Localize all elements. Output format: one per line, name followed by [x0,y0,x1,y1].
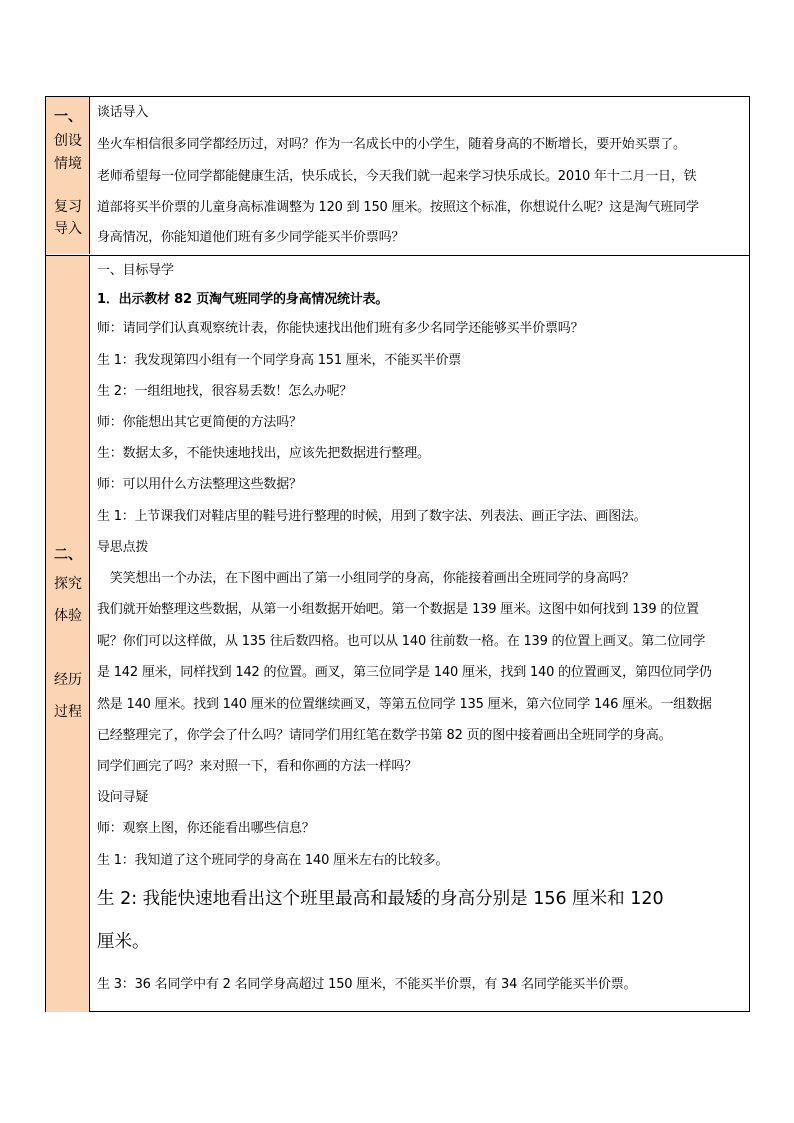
section-2-line: 然是 140 厘米。找到 140 厘米的位置继续画叉，等第五位同学 135 厘米，第六位同学 146 厘米。一组数据 [97,697,712,712]
section-2-line: 同学们画完了吗？来对照一下，看和你画的方法一样吗？ [97,759,418,774]
section-1-label-line: 创设 [54,133,82,149]
section-2-line: 呢？你们可以这样做，从 135 往后数四格。也可以从 140 往前数一格。在 139 的位置上画叉。第二位同学 [97,634,706,649]
section-2-line: 生 2：一组组地找，很容易丢数！怎么办呢？ [97,384,353,399]
section-2-label-line: 过程 [54,704,82,720]
section-2-line: 已经整理完了，你学会了什么吗？请同学们用红笔在数学书第 82 页的图中接着画出全班同学的身高。 [97,728,672,743]
section-1-label-line: 一、 [54,109,82,125]
section-2-row [46,255,749,1012]
section-2-line: 设问寻疑 [97,790,149,805]
section-1-label-line: 情境 [54,156,82,172]
section-2-line: 是 142 厘米，同样找到 142 的位置。画叉，第三位同学是 140 厘米，找到 140 的位置画叉，第四位同学仍 [97,665,712,680]
lesson-table [45,96,750,1012]
section-2-label-cell [46,256,90,1012]
section-2-label-line: 探究 [54,576,82,592]
section-1-line: 坐火车相信很多同学都经历过，对吗？作为一名成长中的小学生，随着身高的不断增长，要开始买票了。 [97,137,686,152]
section-2-label-line: 经历 [54,672,82,688]
section-2-line: 笑笑想出一个办法，在下图中画出了第一小组同学的身高，你能接着画出全班同学的身高吗？ [97,571,635,586]
section-2-line: 生：数据太多，不能快速地找出，应该先把数据进行整理。 [97,446,430,461]
section-2-line: 1．出示教材 82 页淘气班同学的身高情况统计表。 [97,292,389,307]
section-2-label-line: 体验 [54,608,82,624]
section-2-line: 师：你能想出其它更简便的方法吗？ [97,415,302,430]
section-2-line: 师：可以用什么方法整理这些数据？ [97,477,302,492]
section-1-line: 身高情况，你能知道他们班有多少同学能买半价票吗？ [97,230,405,245]
section-2-line: 生 1：上节课我们对鞋店里的鞋号进行整理的时候，用到了数字法、列表法、画正字法、画图法。 [97,509,647,524]
section-1-line: 老师希望每一位同学都能健康生活，快乐成长，今天我们就一起来学习快乐成长。2010 年十二月一日，铁 [97,169,697,184]
section-1-label-line: 导入 [54,221,82,237]
section-2-line: 我们就开始整理这些数据，从第一小组数据开始吧。第一个数据是 139 厘米。这图中如何找到 139 的位置 [97,602,699,617]
section-2-line: 生 1：我知道了这个班同学的身高在 140 厘米左右的比较多。 [97,853,449,868]
section-1-label-cell [46,97,90,254]
section-2-line: 导思点拨 [97,540,149,555]
section-1-line: 道部将买半价票的儿童身高标准调整为 120 到 150 厘米。按照这个标准，你想说什么呢？这是淘气班同学 [97,200,699,215]
section-2-line: 生 3：36 名同学中有 2 名同学身高超过 150 厘米，不能买半价票，有 34 名同学能买半价票。 [97,977,637,992]
section-2-line: 一、目标导学 [97,263,174,278]
section-2-line: 师：观察上图，你还能看出哪些信息？ [97,821,315,836]
section-2-content-cell [91,256,749,1012]
section-1-line: 谈话导入 [97,105,149,120]
section-2-line: 生 1：我发现第四小组有一个同学身高 151 厘米，不能买半价票 [97,353,462,368]
section-2-line: 厘米。 [97,932,150,952]
section-1-row [46,97,749,254]
section-2-label-line: 二、 [54,547,82,563]
section-1-label-line: 复习 [54,199,82,215]
section-1-content-cell [91,97,749,254]
section-2-line: 生 2: 我能快速地看出这个班里最高和最矮的身高分别是 156 厘米和 120 [97,889,664,909]
section-2-line: 师：请同学们认真观察统计表，你能快速找出他们班有多少名同学还能够买半价票吗？ [97,321,584,336]
